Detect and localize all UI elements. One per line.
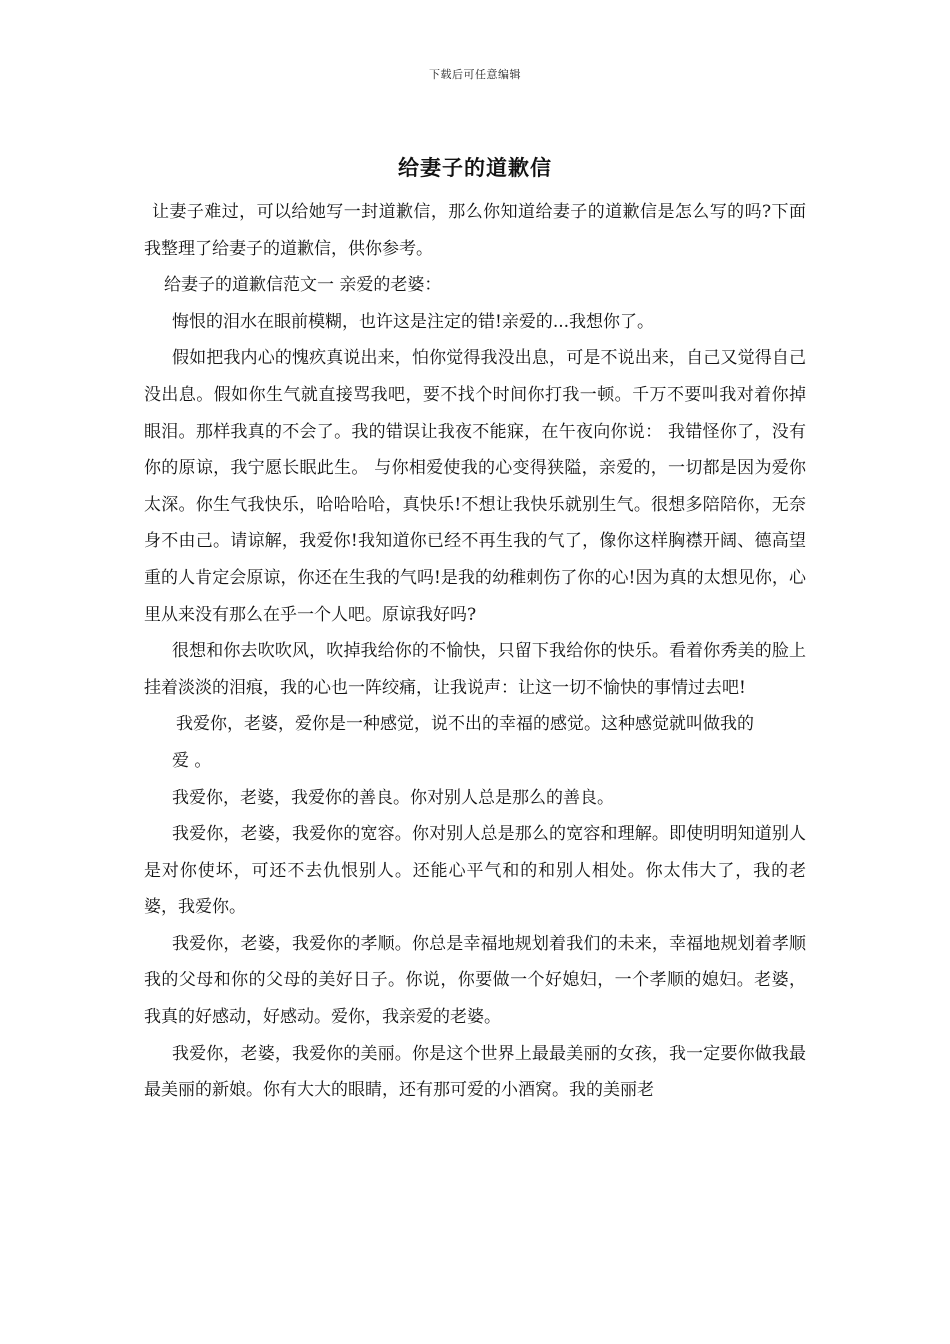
paragraph: 悔恨的泪水在眼前模糊，也许这是注定的错!亲爱的...我想你了。 [172, 311, 655, 332]
paragraph: 我爱你，老婆，我爱你的美丽。你是这个世界上最最美丽的女孩，我一定要你做我最最美丽的新娘。你有大大的眼睛，还有那可爱的小酒窝。我的美丽老 [144, 1043, 806, 1101]
paragraph: 很想和你去吹吹风，吹掉我给你的不愉快，只留下我给你的快乐。看着你秀美的脸上挂着淡淡的泪痕，我的心也一阵绞痛，让我说声：让这一切不愉快的事情过去吧! [144, 641, 806, 698]
paragraph: 我爱你，老婆，爱你是一种感觉，说不出的幸福的感觉。这种感觉就叫做我的 [176, 714, 754, 735]
paragraph-intro: 让妻子难过，可以给她写一封道歉信，那么你知道给妻子的道歉信是怎么写的吗?下面我整理了给妻子的道歉信，供你参考。 [144, 202, 806, 259]
paragraph: 我爱你，老婆，我爱你的孝顺。你总是幸福地规划着我们的未来，幸福地规划着孝顺我的父母和你的父母的美好日子。你说，你要做一个好媳妇，一个孝顺的媳妇。老婆，我真的好感动，好感动。爱你，我亲爱的老婆。 [144, 933, 806, 1028]
paragraph: 我爱你，老婆，我爱你的宽容。你对别人总是那么的宽容和理解。即使明明知道别人是对你使坏，可还不去仇恨别人。还能心平气和的和别人相处。你太伟大了，我的老婆，我爱你。 [144, 824, 806, 918]
paragraph-salutation: 给妻子的道歉信范文一 亲爱的老婆： [164, 275, 442, 296]
header-note: 下载后可任意编辑 [429, 68, 521, 81]
page-title: 给妻子的道歉信 [398, 155, 552, 180]
paragraph: 假如把我内心的愧疚真说出来，怕你觉得我没出息，可是不说出来，自己又觉得自己没出息。假如你生气就直接骂我吧，要不找个时间你打我一顿。千万不要叫我对着你掉眼泪。那样我真的不会了。我的错误让我夜不能寐，在午夜向你说： 我错怪你了，没有你的原谅，我宁愿长眠此生。 与你相爱使我的心变得狭隘，亲爱的，一切都是因为爱你太深。你生气我快乐，哈哈哈哈，真快乐!不想让我快乐就别生气。很想多陪陪你，无奈身不由己。请谅解，我爱你!我知道你已经不再生我的气了，像你这样胸襟开阔、德高望重的人肯定会原谅，你还在生我的气吗!是我的幼稚刺伤了你的心!因为真的太想见你，心里从来没有那么在乎一个人吧。原谅我好吗? [144, 348, 806, 625]
paragraph: 爱 。 [172, 750, 212, 771]
document-body [144, 194, 806, 1109]
paragraph: 我爱你，老婆，我爱你的善良。你对别人总是那么的善良。 [172, 787, 614, 808]
